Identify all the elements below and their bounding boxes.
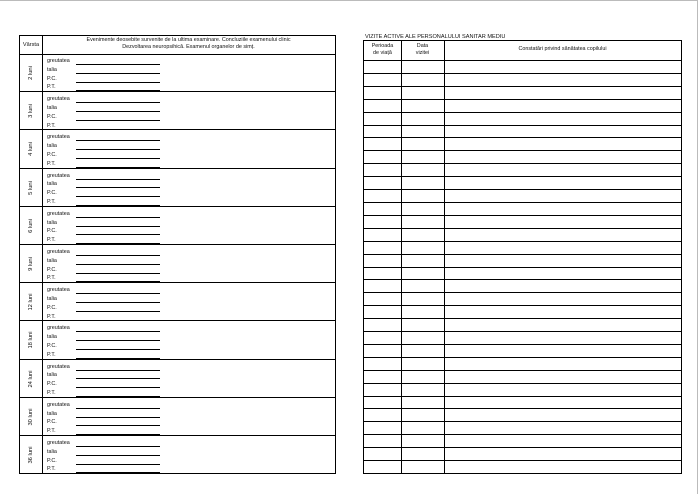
table-row-line [364, 112, 681, 113]
age-row [20, 54, 335, 92]
field-label: P.C. [47, 304, 57, 311]
fill-in-line[interactable] [76, 111, 160, 112]
field-label: talia [47, 104, 57, 111]
age-cell [20, 283, 42, 321]
period-column-header: Perioada de viață [371, 43, 394, 56]
table-row-line [364, 228, 681, 229]
age-cell [20, 360, 42, 398]
fill-in-line[interactable] [76, 140, 160, 141]
table-row-line [364, 86, 681, 87]
field-label: P.T. [47, 237, 56, 244]
field-label: greutatea [47, 172, 70, 179]
date-column-header: Data vizitei [415, 43, 430, 56]
fill-in-line[interactable] [76, 331, 160, 332]
field-label: P.C. [47, 457, 57, 464]
age-cell [20, 321, 42, 359]
field-label: P.C. [47, 228, 57, 235]
fill-in-line[interactable] [76, 293, 160, 294]
table-row-line [364, 357, 681, 358]
age-row [20, 283, 335, 321]
fill-in-line[interactable] [76, 425, 160, 426]
age-row [20, 207, 335, 245]
age-row [20, 321, 335, 359]
age-row [20, 398, 335, 436]
age-row [20, 245, 335, 283]
table-row-line [364, 434, 681, 435]
table-row-line [364, 99, 681, 100]
fill-in-line[interactable] [76, 446, 160, 447]
table-row-line [364, 447, 681, 448]
visits-table-title: VIZITE ACTIVE ALE PERSONALULUI SANITAR MEDIU [365, 34, 506, 40]
age-row [20, 169, 335, 207]
field-label: talia [47, 448, 57, 455]
table-row-line [364, 60, 681, 61]
table-row-line [364, 460, 681, 461]
fill-in-line[interactable] [76, 408, 160, 409]
age-row [20, 360, 335, 398]
field-label: P.T. [47, 313, 56, 320]
fill-in-line[interactable] [76, 149, 160, 150]
table-row-line [364, 421, 681, 422]
table-row-line [364, 344, 681, 345]
table-row-line [364, 254, 681, 255]
table-row-line [364, 176, 681, 177]
fill-in-line[interactable] [76, 273, 160, 274]
table-row-line [364, 383, 681, 384]
age-label: 9 luni [28, 257, 34, 271]
fill-in-line[interactable] [76, 73, 160, 74]
field-label: P.T. [47, 160, 56, 167]
fill-in-line[interactable] [76, 217, 160, 218]
age-label: 2 luni [28, 66, 34, 80]
age-cell [20, 92, 42, 130]
table-row-line [364, 267, 681, 268]
fill-in-line[interactable] [76, 387, 160, 388]
table-row-line [364, 370, 681, 371]
field-label: P.C. [47, 266, 57, 273]
age-row [20, 130, 335, 168]
fill-in-line[interactable] [76, 417, 160, 418]
table-row-line [364, 202, 681, 203]
fill-in-line[interactable] [76, 158, 160, 159]
age-label: 4 luni [28, 142, 34, 157]
fill-in-line[interactable] [76, 196, 160, 197]
fill-in-line[interactable] [76, 264, 160, 265]
fill-in-line[interactable] [76, 370, 160, 371]
field-label: talia [47, 66, 57, 73]
age-column-header: Vârsta [20, 36, 43, 54]
table-row-line [364, 150, 681, 151]
age-cell [20, 207, 42, 245]
field-label: P.T. [47, 351, 56, 358]
field-label: talia [47, 334, 57, 341]
fill-in-line[interactable] [76, 226, 160, 227]
table-row-line [364, 279, 681, 280]
field-label: greutatea [47, 287, 70, 294]
field-label: greutatea [47, 325, 70, 332]
age-row [20, 92, 335, 130]
fill-in-line[interactable] [76, 64, 160, 65]
fill-in-line[interactable] [76, 102, 160, 103]
fill-in-line[interactable] [76, 340, 160, 341]
field-label: talia [47, 295, 57, 302]
age-label: 30 luni [28, 408, 34, 426]
field-label: P.C. [47, 342, 57, 349]
table-row-line [364, 396, 681, 397]
visits-table [363, 40, 682, 474]
field-label: P.T. [47, 84, 56, 91]
table-row-line [364, 73, 681, 74]
findings-column-header: Constatări privind sănătatea copilului [518, 46, 607, 52]
fill-in-line[interactable] [76, 302, 160, 303]
fill-in-line[interactable] [76, 349, 160, 350]
age-label: 12 luni [28, 293, 34, 311]
field-label: talia [47, 219, 57, 226]
fill-in-line[interactable] [76, 311, 160, 312]
fill-in-line[interactable] [76, 187, 160, 188]
field-label: P.T. [47, 428, 56, 435]
age-label: 18 luni [28, 331, 34, 349]
events-column-header: Evenimente deosebite survenite de la ultima examinare. Concluziile examenului clinic Dezvoltarea neuropsihică. Examenul organelor de simț. [86, 37, 291, 50]
field-label: greutatea [47, 96, 70, 103]
field-label: P.C. [47, 381, 57, 388]
field-label: P.T. [47, 466, 56, 473]
field-label: P.C. [47, 151, 57, 158]
field-label: talia [47, 181, 57, 188]
table-row-line [364, 125, 681, 126]
age-cell [20, 169, 42, 207]
table-row-line [364, 292, 681, 293]
field-label: talia [47, 143, 57, 150]
fill-in-line[interactable] [76, 464, 160, 465]
fill-in-line[interactable] [76, 472, 160, 473]
fill-in-line[interactable] [76, 378, 160, 379]
fill-in-line[interactable] [76, 82, 160, 83]
field-label: greutatea [47, 440, 70, 446]
field-label: talia [47, 410, 57, 417]
age-cell [20, 245, 42, 283]
age-label: 6 luni [28, 218, 34, 233]
field-label: talia [47, 372, 57, 379]
age-cell [20, 54, 42, 92]
age-label: 24 luni [28, 370, 34, 388]
table-row-line [364, 137, 681, 138]
table-row-line [364, 318, 681, 319]
field-label: greutatea [47, 363, 70, 370]
age-label: 36 luni [28, 446, 34, 464]
fill-in-line[interactable] [76, 234, 160, 235]
fill-in-line[interactable] [76, 455, 160, 456]
field-label: P.T. [47, 122, 56, 129]
field-label: talia [47, 257, 57, 264]
fill-in-line[interactable] [76, 120, 160, 121]
table-row-line [364, 189, 681, 190]
age-label: 3 luni [28, 104, 34, 119]
field-label: greutatea [47, 58, 70, 64]
age-cell [20, 398, 42, 436]
table-row-line [364, 163, 681, 164]
table-header [20, 36, 335, 55]
field-label: P.T. [47, 198, 56, 205]
age-cell [20, 436, 42, 474]
field-label: greutatea [47, 401, 70, 408]
field-label: greutatea [47, 134, 70, 141]
field-label: P.T. [47, 389, 56, 396]
fill-in-line[interactable] [76, 179, 160, 180]
table-row-line [364, 331, 681, 332]
development-table [19, 35, 336, 474]
table-row-line [364, 408, 681, 409]
table-row-line [364, 215, 681, 216]
field-label: P.C. [47, 75, 57, 82]
field-label: greutatea [47, 249, 70, 255]
field-label: P.C. [47, 190, 57, 197]
age-row [20, 436, 335, 474]
fill-in-line[interactable] [76, 255, 160, 256]
field-label: P.C. [47, 113, 57, 120]
field-label: P.C. [47, 419, 57, 426]
age-label: 5 luni [28, 180, 34, 195]
table-row-line [364, 305, 681, 306]
field-label: greutatea [47, 210, 70, 217]
age-cell [20, 130, 42, 168]
field-label: P.T. [47, 275, 56, 282]
table-row-line [364, 241, 681, 242]
